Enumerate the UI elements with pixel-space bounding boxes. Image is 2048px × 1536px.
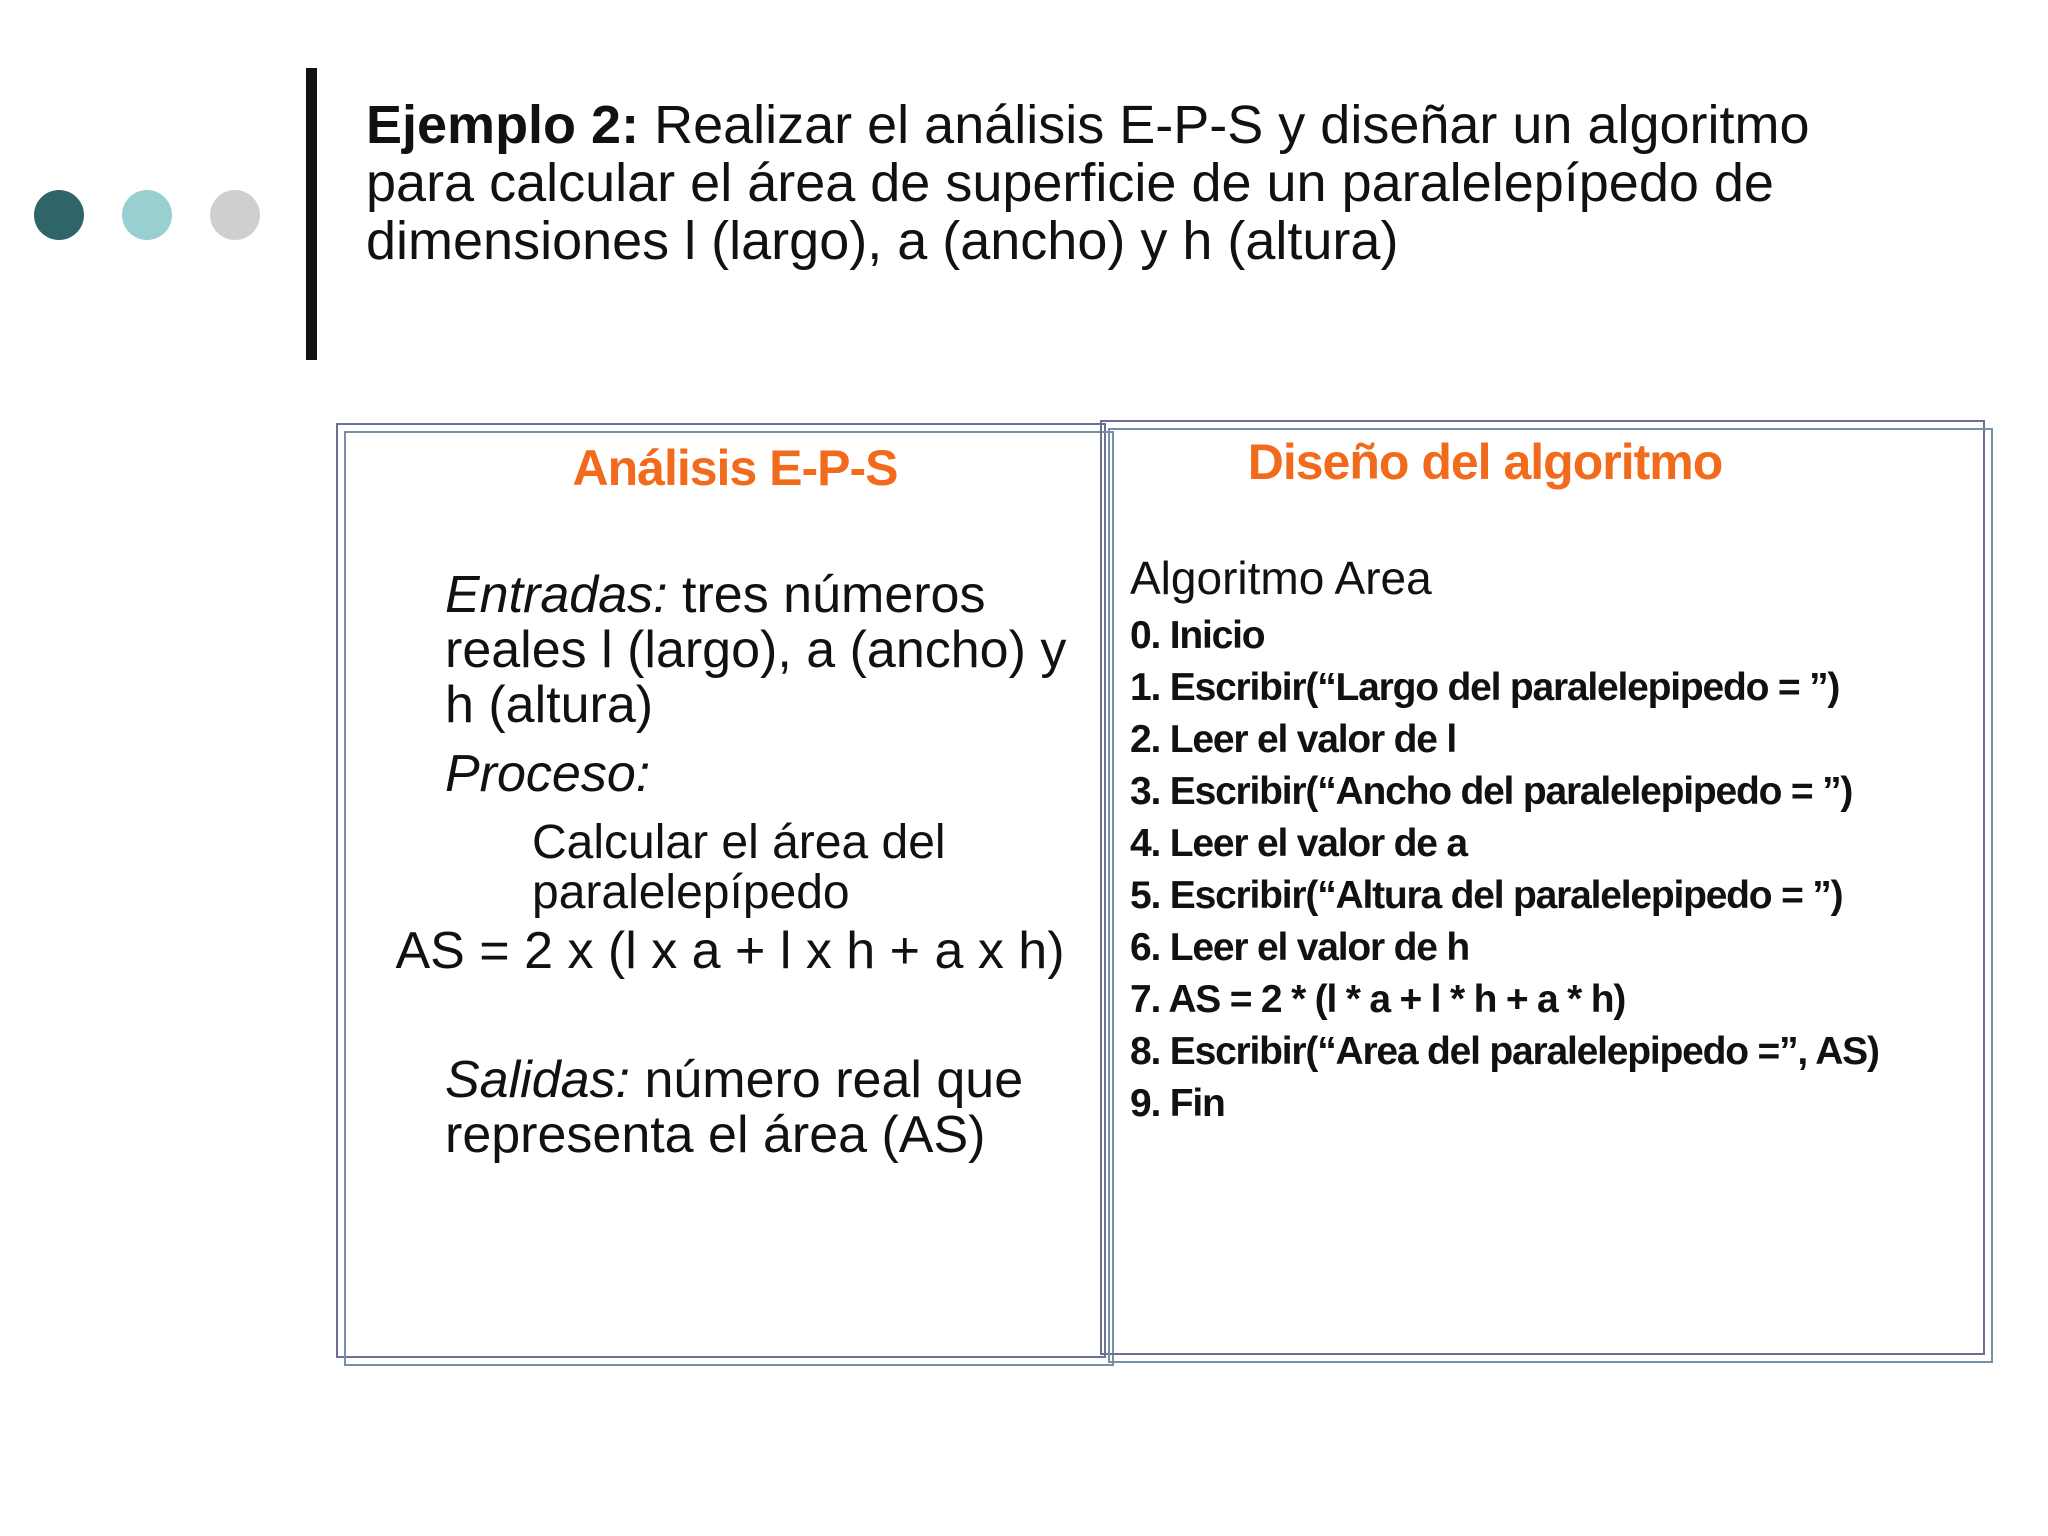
decorative-dot-gray — [210, 190, 260, 240]
area-formula: AS = 2 x (l x a + l x h + a x h) — [395, 922, 1065, 980]
inputs-label: Entradas: — [445, 566, 668, 624]
decorative-dot-dark — [34, 190, 84, 240]
algorithm-steps — [1130, 610, 1879, 1130]
analysis-panel — [340, 430, 1100, 1350]
process-text: Calcular el área del paralelepípedo — [532, 816, 946, 919]
algorithm-step: 6. Leer el valor de h — [1130, 926, 1469, 969]
algorithm-step: 7. AS = 2 * (l * a + l * h + a * h) — [1130, 978, 1626, 1021]
algorithm-step: 1. Escribir(“Largo del paralelepipedo = ”) — [1130, 666, 1840, 709]
process-paragraph — [445, 747, 1105, 802]
design-panel — [1110, 430, 1990, 1350]
algorithm-step: 3. Escribir(“Ancho del paralelepipedo = ”) — [1130, 770, 1853, 813]
outputs-text: número real que representa el área (AS) — [445, 1051, 1024, 1164]
process-label: Proceso: — [445, 745, 651, 803]
outputs-label: Salidas: — [445, 1051, 630, 1109]
title-prefix: Ejemplo 2: — [366, 95, 640, 155]
algorithm-step: 5. Escribir(“Altura del paralelepipedo = ”) — [1130, 874, 1843, 917]
outputs-paragraph — [445, 1053, 1105, 1163]
algorithm-name: Algoritmo Area — [1130, 552, 1432, 604]
title-accent-bar — [306, 68, 317, 360]
analysis-heading: Análisis E-P-S — [572, 440, 898, 496]
algorithm-step: 2. Leer el valor de l — [1130, 718, 1456, 761]
algorithm-step: 8. Escribir(“Area del paralelepipedo =”, AS) — [1130, 1030, 1879, 1073]
title-text: Realizar el análisis E-P-S y diseñar un algoritmo para calcular el área de superficie de un paralelepípedo de dimensiones l (largo), a (ancho) y h (altura) — [366, 95, 1810, 271]
algorithm-step: 0. Inicio — [1130, 614, 1265, 657]
inputs-text: tres números reales l (largo), a (ancho) y h (altura) — [445, 566, 1067, 734]
algorithm-step: 4. Leer el valor de a — [1130, 822, 1467, 865]
algorithm-step: 9. Fin — [1130, 1082, 1225, 1125]
slide-title — [366, 96, 1926, 270]
inputs-paragraph — [445, 568, 1105, 733]
decorative-dot-light — [122, 190, 172, 240]
design-heading: Diseño del algoritmo — [1247, 434, 1723, 490]
